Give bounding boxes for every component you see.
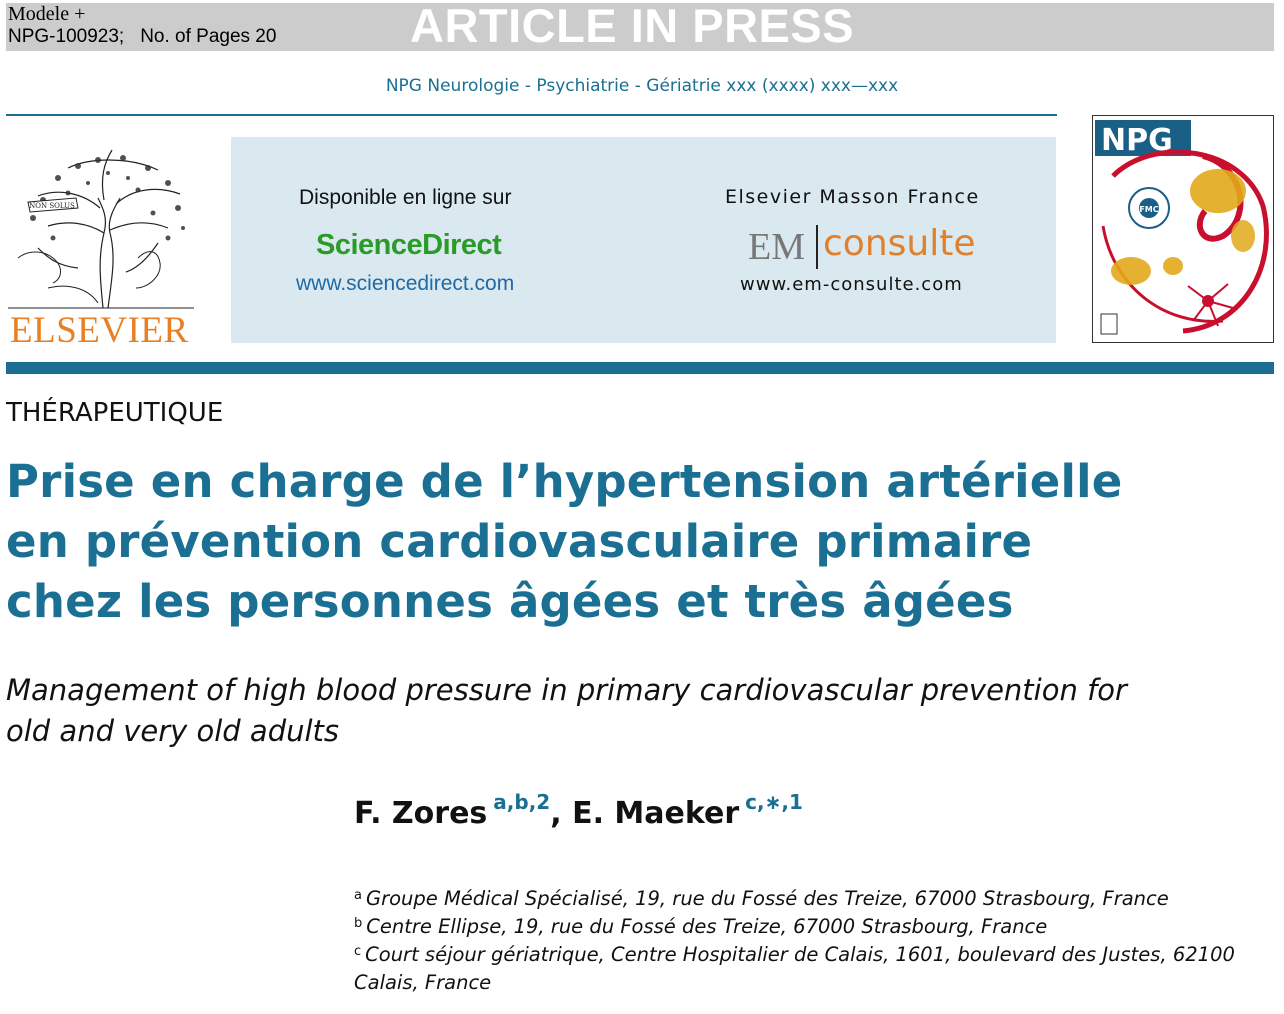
consulte-logo-text: consulte bbox=[823, 223, 976, 264]
english-title bbox=[6, 670, 1276, 752]
elsevier-tree-logo bbox=[8, 138, 194, 312]
section-divider bbox=[6, 362, 1274, 374]
article-title bbox=[6, 452, 1266, 632]
em-consulte-link[interactable]: www.em-consulte.com bbox=[740, 274, 963, 295]
affiliation-text: Calais, France bbox=[354, 971, 492, 994]
sciencedirect-link[interactable]: www.sciencedirect.com bbox=[296, 272, 515, 295]
document-id: NPG-100923; bbox=[8, 26, 125, 47]
affiliation-text: Court séjour gériatrique, Centre Hospitalier de Calais, 1601, boulevard des Justes, 62100 bbox=[365, 943, 1235, 966]
affiliation-c-continued bbox=[354, 971, 491, 994]
affiliation-text: Groupe Médical Spécialisé, 19, rue du Fossé des Treize, 67000 Strasbourg, France bbox=[365, 887, 1169, 910]
title-line-1: Prise en charge de l’hypertension artérielle bbox=[6, 455, 1123, 508]
modele-label: Modele + bbox=[8, 3, 86, 25]
affiliation-text: Centre Ellipse, 19, rue du Fossé des Treize, 67000 Strasbourg, France bbox=[366, 915, 1048, 938]
header-divider bbox=[6, 114, 1057, 116]
document-id-line bbox=[8, 26, 276, 48]
page-count: No. of Pages 20 bbox=[140, 26, 277, 47]
available-online-label: Disponible en ligne sur bbox=[299, 186, 512, 209]
affiliation-mark: b bbox=[354, 916, 363, 931]
affiliation-mark: c bbox=[354, 944, 362, 959]
affiliation-mark: a bbox=[354, 888, 362, 903]
sciencedirect-logo[interactable]: ScienceDirect bbox=[316, 229, 502, 261]
em-logo-text: EM bbox=[748, 226, 805, 268]
elsevier-wordmark: ELSEVIER bbox=[10, 310, 189, 351]
article-section-label: THÉRAPEUTIQUE bbox=[6, 398, 224, 428]
author-affiliation-marks[interactable]: a,b,2 bbox=[493, 790, 551, 814]
english-title-line-1: Management of high blood pressure in primary cardiovascular prevention for bbox=[6, 673, 1127, 707]
affiliation-c bbox=[354, 943, 1235, 966]
cover-title: NPG bbox=[1101, 123, 1173, 158]
affiliation-a bbox=[354, 887, 1169, 910]
tree-motto: NON SOLUS bbox=[29, 202, 75, 210]
author-list: F. Zores $^{a,b,2}$, E. Maeker $^{c,∗,1}$ bbox=[354, 790, 803, 831]
journal-citation: NPG Neurologie - Psychiatrie - Gériatrie xxx (xxxx) xxx—xxx bbox=[385, 76, 899, 96]
author-name: E. Maeker bbox=[572, 796, 740, 831]
elsevier-masson-label: Elsevier Masson France bbox=[725, 186, 980, 208]
article-in-press-label: ARTICLE IN PRESS bbox=[410, 0, 855, 52]
cover-badge: FMC bbox=[1139, 205, 1159, 214]
title-line-3: chez les personnes âgées et très âgées bbox=[6, 575, 1014, 628]
english-title-line-2: old and very old adults bbox=[6, 714, 340, 748]
author-name: F. Zores bbox=[354, 796, 488, 831]
title-line-2: en prévention cardiovasculaire primaire bbox=[6, 515, 1033, 568]
author-affiliation-marks[interactable]: c,∗,1 bbox=[745, 790, 803, 814]
journal-cover-artwork bbox=[1093, 116, 1273, 342]
em-consulte-divider bbox=[816, 225, 818, 269]
journal-cover-image bbox=[1092, 115, 1274, 343]
affiliation-b bbox=[354, 915, 1047, 938]
